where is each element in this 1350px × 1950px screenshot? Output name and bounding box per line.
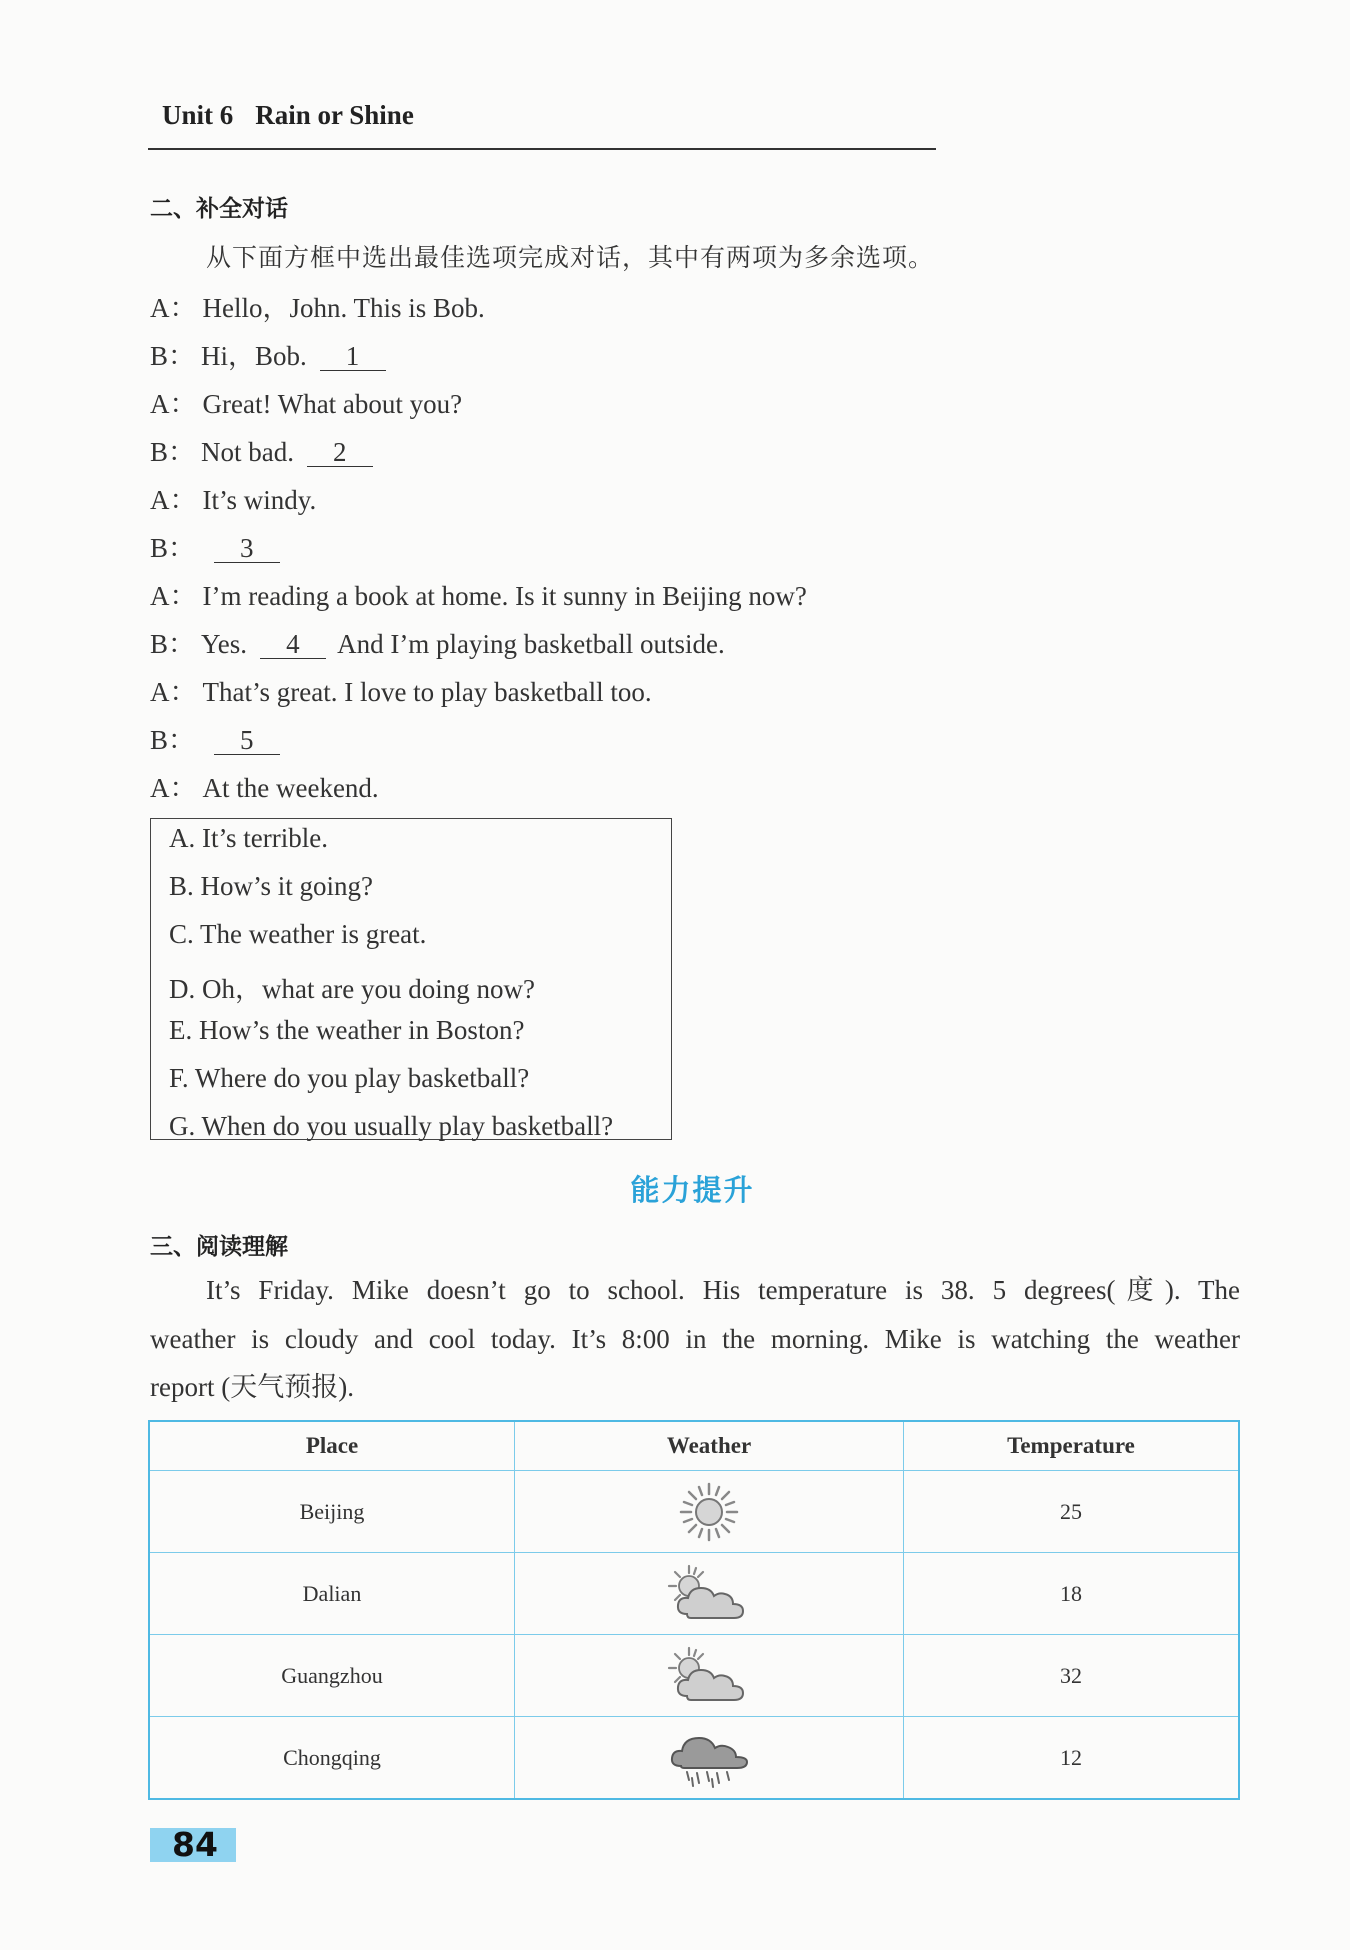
dialogue-line-1 (150, 286, 485, 325)
dialogue-line-5 (150, 478, 316, 517)
speaker: A： (150, 293, 197, 323)
line-text: At the weekend. (202, 773, 379, 803)
rain-icon (667, 1726, 751, 1790)
answer-blank-3[interactable]: 3 (214, 534, 280, 563)
weather-cell (515, 1635, 904, 1717)
place-cell: Chongqing (149, 1717, 515, 1800)
answer-blank-4[interactable]: 4 (260, 630, 326, 659)
section-2-heading: 二、补全对话 (150, 196, 288, 222)
reading-passage (150, 1266, 1240, 1412)
header-divider (148, 148, 936, 150)
line-text: I’m reading a book at home. Is it sunny in Beijing now? (202, 581, 807, 611)
speaker: A： (150, 581, 197, 611)
dialogue-line-2 (150, 334, 392, 373)
section-2-instruction: 从下面方框中选出最佳选项完成对话，其中有两项为多余选项。 (206, 243, 935, 272)
weather-report-table (148, 1420, 1240, 1800)
line-text: Not bad. (201, 437, 294, 467)
temperature-cell: 18 (904, 1553, 1240, 1635)
speaker: B： (150, 437, 196, 467)
speaker: B： (150, 629, 196, 659)
weather-cell (515, 1471, 904, 1553)
speaker: A： (150, 773, 197, 803)
dialogue-line-9 (150, 670, 652, 709)
answer-blank-5[interactable]: 5 (214, 726, 280, 755)
partly-cloudy-icon (667, 1644, 751, 1708)
speaker: B： (150, 341, 196, 371)
table-row (149, 1553, 1239, 1635)
line-text: Great! What about you? (202, 389, 463, 419)
table-row (149, 1717, 1239, 1800)
answer-blank-1[interactable]: 1 (320, 342, 386, 371)
line-text: Hello，John. This is Bob. (202, 293, 485, 323)
speaker: B： (150, 533, 196, 563)
place-cell: Beijing (149, 1471, 515, 1553)
line-text: It’s windy. (202, 485, 317, 515)
table-header-row (149, 1421, 1239, 1471)
dialogue-line-7 (150, 574, 807, 613)
option-g: G. When do you usually play basketball? (169, 1111, 614, 1141)
passage-line-3: report (天气预报). (150, 1372, 354, 1402)
line-text: Yes. (201, 629, 248, 659)
option-c: C. The weather is great. (169, 919, 427, 949)
speaker: A： (150, 677, 197, 707)
place-cell: Dalian (149, 1553, 515, 1635)
dialogue-line-4 (150, 430, 379, 469)
ability-improvement-title: 能力提升 (630, 1173, 755, 1207)
dialogue-line-3 (150, 382, 462, 421)
option-f: F. Where do you play basketball? (169, 1063, 530, 1093)
speaker: B： (150, 725, 196, 755)
option-b: B. How’s it going? (169, 871, 374, 901)
speaker: A： (150, 485, 197, 515)
page-header (162, 100, 414, 131)
line-text: Hi，Bob. (201, 341, 307, 371)
temperature-cell: 12 (904, 1717, 1240, 1800)
sunny-icon (677, 1480, 741, 1544)
passage-line-1: It’s Friday. Mike doesn’t go to school. His temperature is 38. 5 degrees(度). The (206, 1275, 1240, 1305)
options-box (150, 818, 672, 1140)
weather-cell (515, 1553, 904, 1635)
table-row (149, 1471, 1239, 1553)
page-number: 84 (150, 1828, 236, 1862)
temperature-cell: 32 (904, 1635, 1240, 1717)
partly-cloudy-icon (667, 1562, 751, 1626)
section-3-heading: 三、阅读理解 (150, 1234, 288, 1260)
place-cell: Guangzhou (149, 1635, 515, 1717)
temperature-cell: 25 (904, 1471, 1240, 1553)
column-header-temperature: Temperature (904, 1421, 1240, 1471)
option-a: A. It’s terrible. (169, 823, 328, 853)
column-header-place: Place (149, 1421, 515, 1471)
dialogue-line-10 (150, 718, 286, 757)
line-text-after: And I’m playing basketball outside. (337, 629, 725, 659)
line-text: That’s great. I love to play basketball too. (202, 677, 652, 707)
option-e: E. How’s the weather in Boston? (169, 1015, 525, 1045)
unit-title: Rain or Shine (255, 100, 414, 130)
dialogue-line-11 (150, 766, 379, 805)
table-row (149, 1635, 1239, 1717)
passage-line-2: weather is cloudy and cool today. It’s 8:00 in the morning. Mike is watching the weather (150, 1323, 1240, 1354)
unit-label: Unit 6 (162, 100, 234, 130)
speaker: A： (150, 389, 197, 419)
column-header-weather: Weather (515, 1421, 904, 1471)
weather-cell (515, 1717, 904, 1800)
dialogue-line-8 (150, 622, 725, 661)
option-d: D. Oh，what are you doing now? (169, 974, 535, 1004)
dialogue-line-6 (150, 526, 286, 565)
answer-blank-2[interactable]: 2 (307, 438, 373, 467)
